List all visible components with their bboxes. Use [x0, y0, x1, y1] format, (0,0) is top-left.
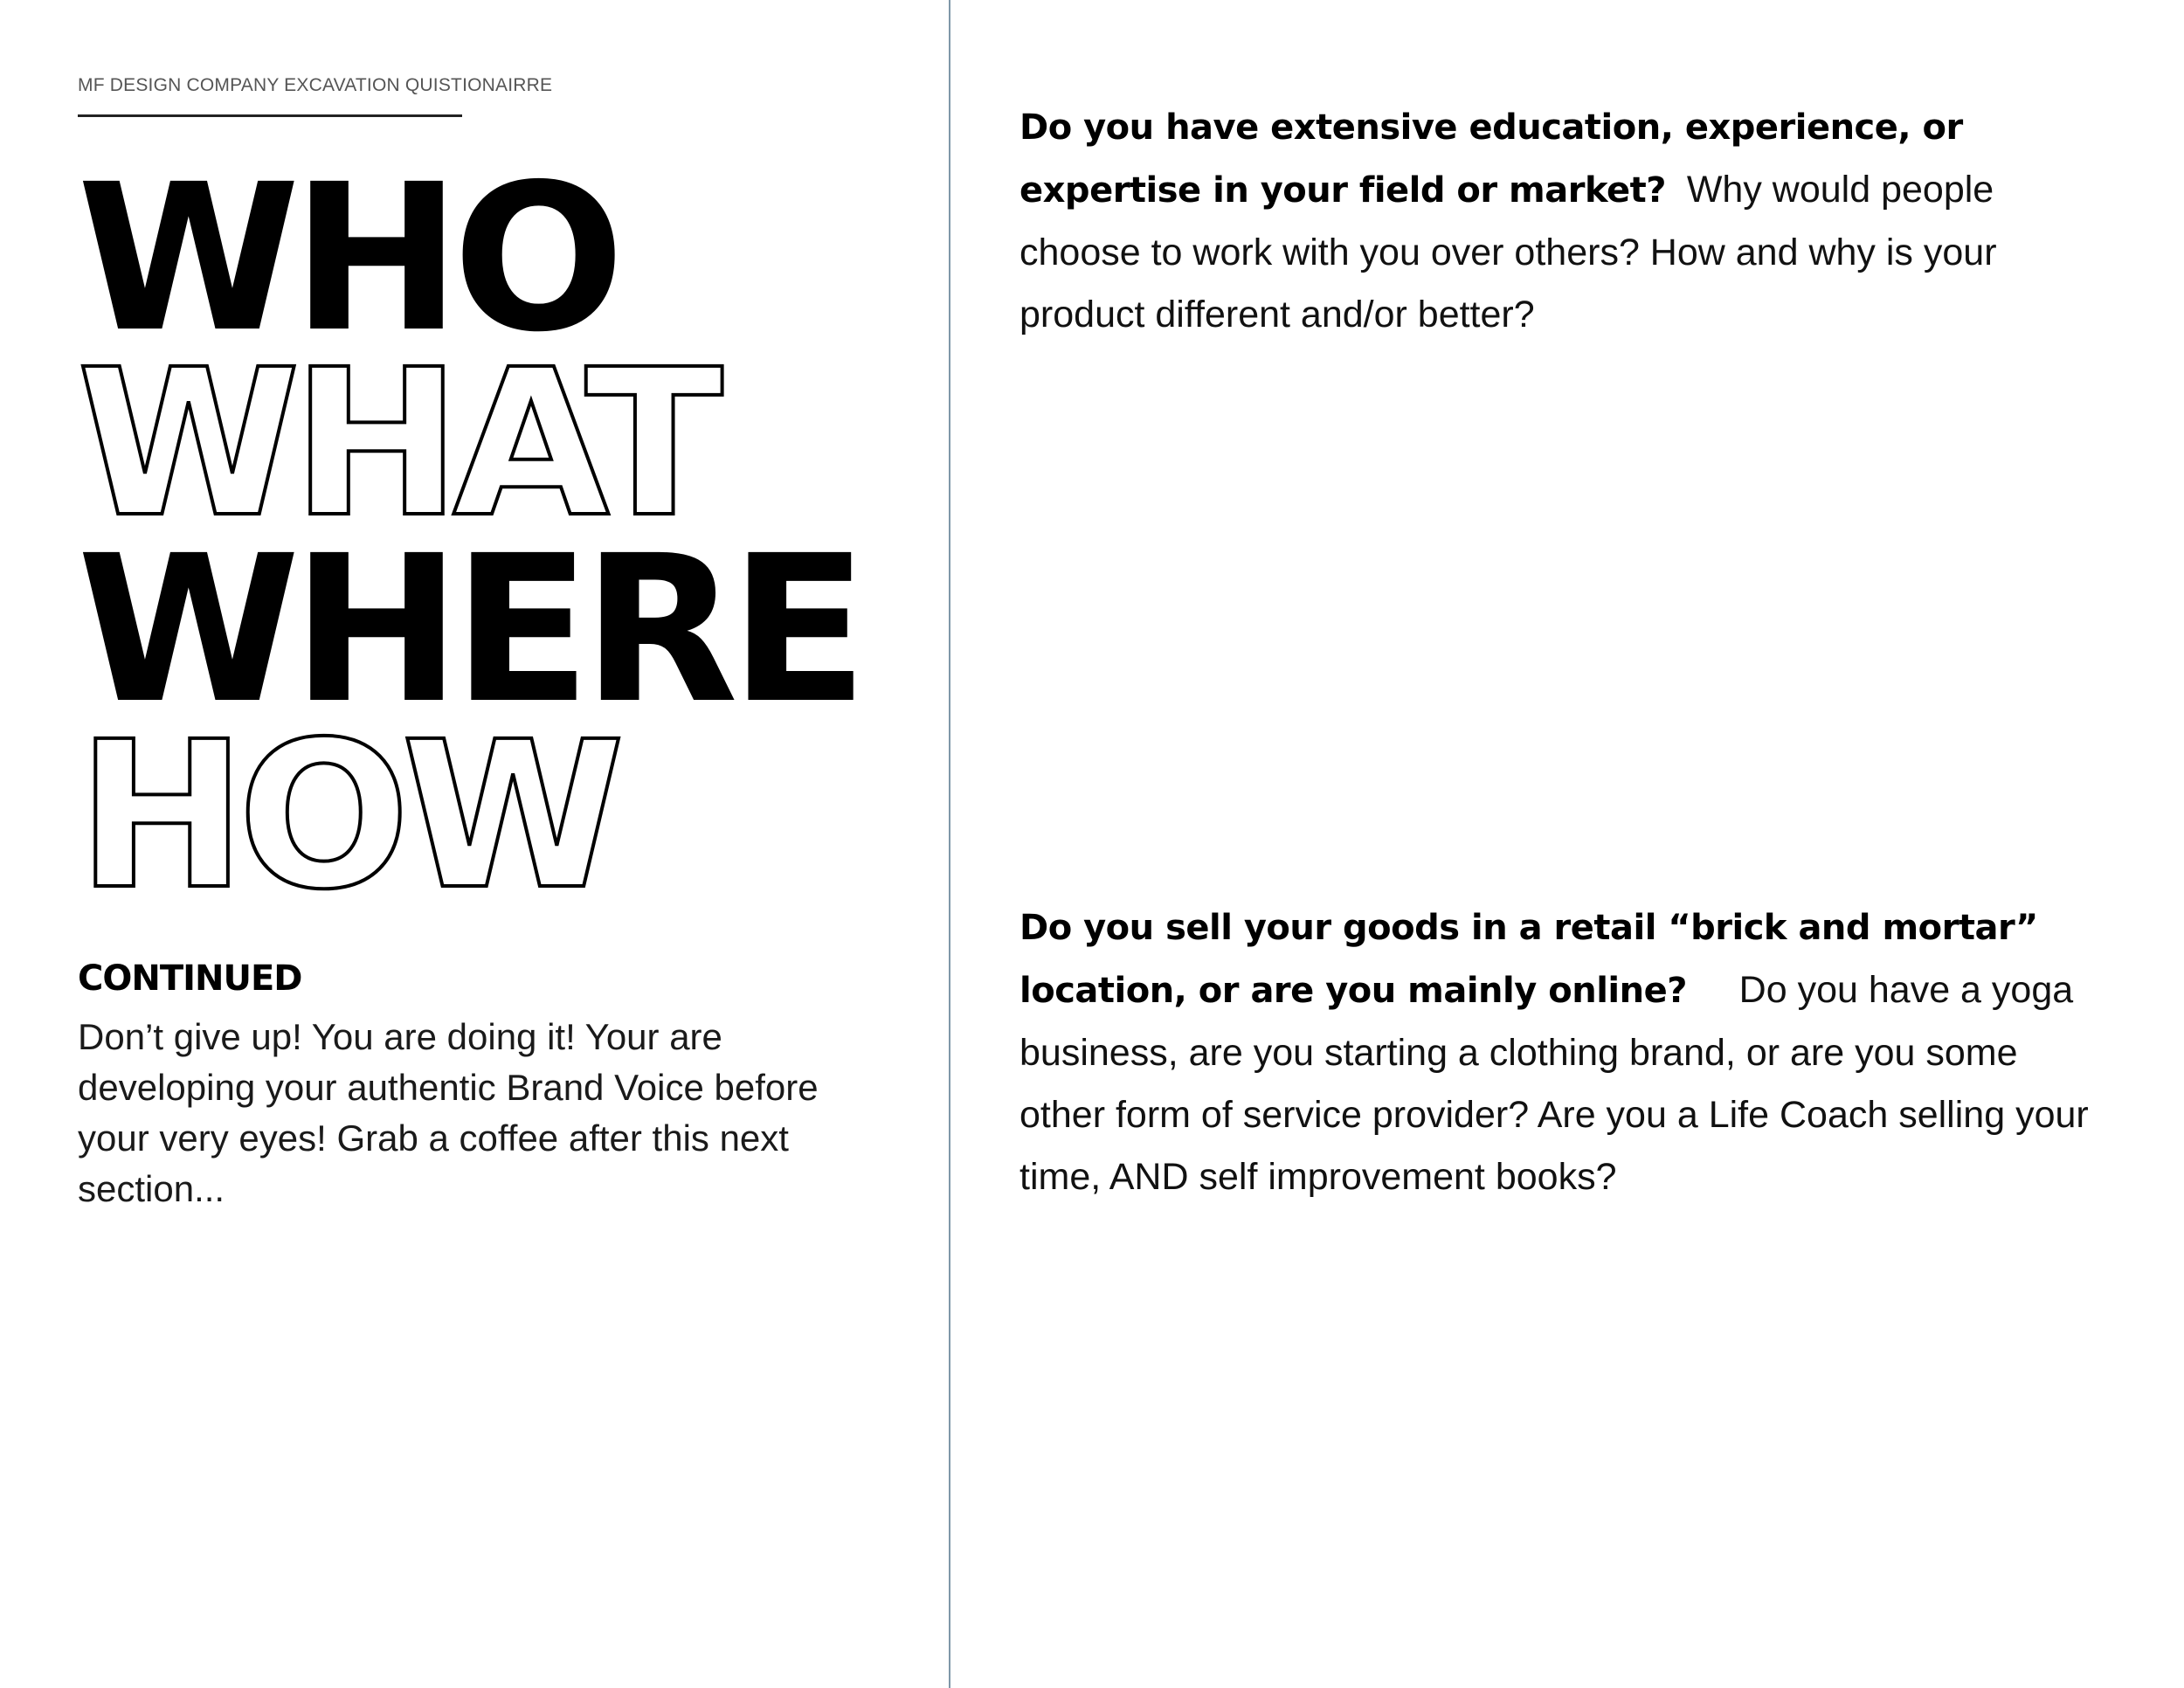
question-retail-body: Do you have a yoga business, are you starting a clothing brand, or are you some other form of service provider? Are you a Life Coach selling your time, AND self improvement books?	[1019, 969, 2089, 1198]
header-rule	[78, 114, 462, 117]
big-word-where: WHERE	[77, 512, 860, 748]
big-word-how: HOW	[77, 698, 617, 934]
page-divider	[949, 0, 950, 1688]
big-word-what: WHAT	[77, 326, 715, 562]
question-expertise-lead: Do you have extensive education, experience, or expertise in your field or market?	[1019, 107, 1963, 211]
page-header: MF DESIGN COMPANY EXCAVATION QUISTIONAIRRE	[78, 75, 553, 95]
continued-title: CONTINUED	[78, 958, 302, 999]
question-expertise-body: Why would people choose to work with you over others? How and why is your product different and/or better?	[1019, 169, 1997, 336]
question-retail-lead: Do you sell your goods in a retail “brick and mortar” location, or are you mainly online?	[1019, 908, 2038, 1011]
question-retail	[1019, 896, 2111, 1208]
continued-body: Don’t give up! You are doing it! Your are developing your authentic Brand Voice before your very eyes! Grab a coffee after this next section...	[78, 1016, 819, 1209]
big-word-who: WHO	[77, 141, 617, 377]
question-expertise	[1019, 96, 2111, 346]
